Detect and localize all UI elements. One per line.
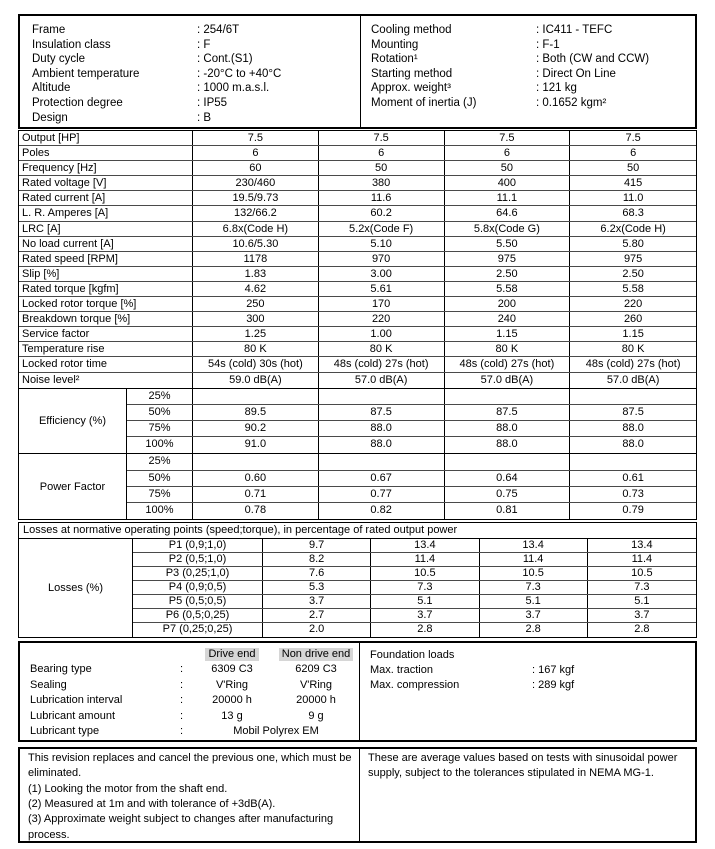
tolerance-note: These are average values based on tests with sinusoidal power supply, subject to the tolerances stipulated in NEMA MG-1. [368, 752, 678, 780]
ratings-row-label: Frequency [Hz] [19, 161, 193, 175]
power-factor-row [127, 487, 696, 503]
power-factor-value-cell: 0.61 [622, 471, 644, 484]
ratings-row [19, 206, 696, 221]
info-label: Frame [32, 24, 66, 36]
ratings-row-label: No load current [A] [19, 237, 193, 251]
ratings-value-cell: 6 [319, 146, 445, 160]
ratings-value-cell: 57.0 dB(A) [319, 373, 445, 388]
info-label: Starting method [371, 67, 453, 80]
ratings-row [19, 191, 696, 206]
info-label: Moment of inertia (J) [371, 96, 477, 109]
non-drive-end-header-cell [272, 647, 360, 662]
spacer [180, 647, 192, 662]
colon-separator: : [180, 709, 184, 722]
ratings-value-cell: 200 [445, 297, 571, 311]
ratings-value-cell: 380 [319, 176, 445, 190]
losses-value-cell: 7.6 [263, 567, 371, 580]
losses-value-cell: 2.8 [634, 623, 650, 636]
ratings-value-cell: 54s (cold) 30s (hot) [193, 357, 319, 371]
efficiency-row [127, 437, 696, 453]
ratings-value-cell: 170 [319, 297, 445, 311]
ratings-row [19, 222, 696, 237]
power-factor-row [127, 471, 696, 487]
losses-row [133, 581, 696, 595]
bearing-drive-end-value: V'Ring [215, 678, 249, 691]
info-label: Duty cycle [32, 53, 86, 66]
ratings-value-cell: 1.15 [622, 328, 644, 341]
losses-row [133, 553, 696, 567]
info-value: : 254/6T [197, 24, 240, 36]
ratings-value-cell: 50 [445, 161, 571, 175]
ratings-value-cell: 5.58 [622, 282, 644, 295]
efficiency-value-cell [445, 389, 571, 404]
ratings-value-cell: 11.0 [622, 192, 644, 205]
info-label: Cooling method [371, 24, 452, 36]
colon-separator: : [180, 663, 184, 676]
bearing-row-label: Sealing [30, 678, 67, 691]
bearing-row-label: Lubrication interval [30, 694, 123, 707]
info-label: Ambient temperature [32, 67, 140, 80]
info-row [32, 38, 360, 53]
ratings-value-cell: 4.62 [193, 282, 319, 296]
losses-value-cell: 13.4 [371, 539, 479, 552]
info-label: Approx. weight³ [371, 82, 451, 95]
losses-row [133, 595, 696, 609]
ratings-value-cell: 48s (cold) 27s (hot) [319, 357, 445, 371]
bearings-foundation-box [18, 641, 697, 742]
losses-value-cell: 3.7 [634, 609, 650, 622]
bearing-drive-end-value: 6309 C3 [211, 663, 253, 676]
ratings-value-cell: 80 K [445, 342, 571, 356]
ratings-value-cell: 80 K [621, 343, 645, 356]
info-label: Altitude [32, 82, 71, 95]
foundation-row-value: : 289 kgf [532, 679, 575, 692]
efficiency-row [127, 405, 696, 421]
info-label: Rotation¹ [371, 53, 418, 66]
ratings-row-label: Poles [19, 146, 193, 160]
bearing-non-drive-end-value: 20000 h [296, 694, 336, 707]
info-value: : F [197, 38, 211, 51]
losses-header: Losses at normative operating points (speed;torque), in percentage of rated output power [19, 523, 696, 539]
power-factor-group-label: Power Factor [19, 454, 127, 519]
notes-box [18, 747, 697, 843]
power-factor-value-cell: 0.71 [193, 487, 319, 502]
ratings-value-cell: 3.00 [319, 267, 445, 281]
info-row [32, 81, 360, 96]
ratings-value-cell: 6.2x(Code H) [600, 222, 666, 235]
losses-value-cell: 7.3 [371, 581, 479, 594]
info-value: : Direct On Line [536, 67, 616, 80]
ratings-row-label: L. R. Amperes [A] [19, 206, 193, 220]
ratings-row [19, 312, 696, 327]
ratings-value-cell: 6 [630, 147, 637, 160]
efficiency-value-cell: 87.5 [445, 405, 571, 420]
bearing-non-drive-end-value: 9 g [308, 709, 324, 722]
losses-value-cell: 7.3 [634, 581, 650, 594]
power-factor-rows [127, 454, 696, 519]
info-row [371, 81, 695, 96]
ratings-row-label: Locked rotor time [19, 357, 193, 371]
power-factor-row [127, 454, 696, 470]
drive-end-header-cell [192, 647, 272, 662]
foundation-row-label: Max. traction [370, 664, 433, 677]
losses-value-cell: 10.5 [371, 567, 479, 580]
losses-value-cell: 2.0 [263, 623, 371, 637]
info-row [32, 96, 360, 111]
ratings-table [18, 130, 697, 389]
load-level-label: 75% [127, 421, 193, 436]
ratings-value-cell: 220 [319, 312, 445, 326]
ratings-value-cell: 7.5 [193, 131, 319, 145]
losses-row [133, 539, 696, 553]
ratings-value-cell: 5.80 [622, 237, 644, 250]
losses-value-cell: 5.1 [480, 595, 588, 608]
ratings-row [19, 161, 696, 176]
load-level-label: 25% [127, 389, 193, 404]
losses-value-cell: 7.3 [480, 581, 588, 594]
losses-value-cell: 11.4 [480, 553, 588, 566]
bearing-row-label: Bearing type [30, 663, 92, 676]
efficiency-row [127, 389, 696, 405]
ratings-value-cell: 132/66.2 [193, 206, 319, 220]
general-info-box [18, 14, 697, 129]
ratings-value-cell: 970 [319, 252, 445, 266]
bearing-drive-end-value: 20000 h [212, 694, 252, 707]
losses-value-cell: 9.7 [263, 539, 371, 552]
ratings-row-label: LRC [A] [19, 222, 193, 236]
info-value: : 0.1652 kgm² [536, 96, 607, 109]
efficiency-value-cell: 87.5 [622, 405, 644, 418]
efficiency-value-cell: 88.0 [622, 421, 644, 434]
ratings-value-cell: 11.1 [445, 191, 571, 205]
ratings-value-cell: 230/460 [193, 176, 319, 190]
info-row [32, 67, 360, 82]
ratings-value-cell: 5.10 [319, 237, 445, 251]
efficiency-group [19, 389, 696, 455]
info-row [371, 52, 695, 67]
performance-table [18, 389, 697, 521]
losses-point-label: P3 (0,25;1,0) [133, 567, 263, 580]
ratings-value-cell: 260 [623, 313, 643, 326]
efficiency-value-cell [193, 389, 319, 404]
colon-separator: : [180, 678, 184, 691]
ratings-value-cell: 5.50 [445, 237, 571, 251]
efficiency-value-cell [319, 389, 445, 404]
losses-row [133, 567, 696, 581]
efficiency-value-cell: 91.0 [193, 437, 319, 453]
info-value: : Both (CW and CCW) [536, 53, 650, 66]
info-label: Mounting [371, 38, 419, 51]
power-factor-value-cell [319, 454, 445, 469]
revision-notes [20, 749, 360, 841]
foundation-loads-title: Foundation loads [370, 649, 455, 662]
efficiency-value-cell: 88.0 [622, 438, 644, 451]
ratings-value-cell: 19.5/9.73 [193, 191, 319, 205]
load-level-label: 50% [127, 471, 193, 486]
info-row [32, 52, 360, 67]
ratings-value-cell: 57.0 dB(A) [606, 373, 660, 386]
losses-value-cell: 2.7 [263, 609, 371, 622]
ratings-row [19, 342, 696, 357]
ratings-row [19, 146, 696, 161]
ratings-value-cell: 7.5 [625, 132, 641, 144]
losses-point-label: P5 (0,5;0,5) [133, 595, 263, 608]
drive-end-header: Drive end [205, 648, 258, 661]
load-level-label: 100% [127, 437, 193, 453]
info-value: : 1000 m.a.s.l. [197, 82, 270, 95]
ratings-value-cell: 2.50 [622, 267, 644, 280]
ratings-value-cell: 6 [193, 146, 319, 160]
losses-value-cell: 2.8 [371, 623, 479, 637]
losses-value-cell: 5.1 [634, 595, 650, 608]
ratings-value-cell: 50 [319, 161, 445, 175]
info-row [371, 38, 695, 53]
info-value: : IP55 [197, 96, 228, 109]
info-value: : 121 kg [536, 82, 577, 95]
ratings-row [19, 297, 696, 312]
power-factor-value-cell: 0.78 [193, 503, 319, 519]
efficiency-row [127, 421, 696, 437]
losses-value-cell: 10.5 [480, 567, 588, 580]
note-line: This revision replaces and cancel the previous one, which must be eliminated. [28, 752, 352, 780]
ratings-value-cell: 60.2 [319, 206, 445, 220]
bearing-row [30, 709, 359, 724]
ratings-value-cell: 50 [627, 162, 640, 175]
ratings-value-cell: 57.0 dB(A) [445, 373, 571, 388]
bearing-rows [30, 662, 359, 724]
bearing-drive-end-value: 13 g [221, 709, 243, 722]
general-info-right [360, 16, 695, 127]
ratings-value-cell: 300 [193, 312, 319, 326]
losses-point-label: P7 (0,25;0,25) [133, 623, 263, 637]
efficiency-value-cell: 88.0 [319, 421, 445, 436]
power-factor-value-cell [193, 454, 319, 469]
ratings-value-cell: 68.3 [622, 207, 644, 220]
power-factor-value-cell [445, 454, 571, 469]
spacer [30, 647, 180, 662]
foundation-row-label: Max. compression [370, 679, 460, 692]
ratings-value-cell: 1.25 [193, 327, 319, 341]
power-factor-value-cell [570, 454, 696, 469]
ratings-value-cell: 60 [193, 161, 319, 175]
ratings-value-cell: 2.50 [445, 267, 571, 281]
efficiency-value-cell: 88.0 [445, 421, 571, 436]
info-row [32, 111, 360, 126]
foundation-row [370, 663, 695, 678]
info-value: : B [197, 111, 212, 124]
power-factor-value-cell: 0.82 [319, 503, 445, 519]
bearing-row-label: Lubricant type [30, 725, 100, 738]
ratings-row [19, 252, 696, 267]
ratings-row-label: Service factor [19, 327, 193, 341]
info-label: Protection degree [32, 96, 123, 109]
load-level-label: 50% [127, 405, 193, 420]
ratings-value-cell: 1.83 [193, 267, 319, 281]
foundation-rows [370, 663, 695, 694]
power-factor-value-cell: 0.79 [622, 503, 644, 516]
colon-separator: : [180, 694, 184, 707]
losses-value-cell: 11.4 [631, 553, 653, 566]
general-info-left [20, 16, 360, 127]
bearing-row-label: Lubricant amount [30, 709, 115, 722]
bearings-section [20, 643, 360, 740]
bearing-row [30, 678, 359, 693]
load-level-label: 100% [127, 503, 193, 519]
ratings-value-cell: 1.15 [445, 327, 571, 341]
ratings-row [19, 237, 696, 252]
ratings-row-label: Rated voltage [V] [19, 176, 193, 190]
losses-point-label: P2 (0,5;1,0) [133, 553, 263, 566]
info-value: : -20°C to +40°C [197, 67, 282, 80]
losses-body [19, 539, 696, 637]
power-factor-value-cell: 0.81 [445, 503, 571, 519]
ratings-row [19, 282, 696, 297]
note-line: (1) Looking the motor from the shaft end. [28, 782, 228, 795]
info-row [371, 67, 695, 82]
bearing-row [30, 693, 359, 708]
ratings-value-cell: 6 [445, 146, 571, 160]
losses-value-cell: 10.5 [631, 567, 653, 580]
ratings-row-label: Noise level² [19, 373, 193, 388]
ratings-value-cell: 6.8x(Code H) [193, 222, 319, 236]
ratings-value-cell: 1178 [193, 252, 319, 266]
efficiency-value-cell: 88.0 [445, 437, 571, 453]
ratings-value-cell: 415 [623, 177, 643, 190]
ratings-row-label: Rated torque [kgfm] [19, 282, 193, 296]
ratings-row-label: Slip [%] [19, 267, 193, 281]
ratings-value-cell: 1.00 [319, 327, 445, 341]
foundation-row-value: : 167 kgf [532, 664, 575, 677]
ratings-value-cell: 400 [445, 176, 571, 190]
ratings-value-cell: 48s (cold) 27s (hot) [445, 357, 571, 371]
losses-value-cell: 13.4 [480, 539, 588, 552]
bearing-row [30, 662, 359, 677]
bearing-non-drive-end-value: V'Ring [299, 678, 333, 691]
losses-point-label: P4 (0,9;0,5) [133, 581, 263, 594]
power-factor-value-cell: 0.75 [445, 487, 571, 502]
ratings-value-cell: 975 [623, 252, 643, 265]
bearing-column-headers [30, 647, 359, 662]
losses-group-label: Losses (%) [19, 539, 133, 637]
losses-rows [133, 539, 696, 637]
ratings-value-cell: 48s (cold) 27s (hot) [585, 358, 681, 371]
losses-point-label: P6 (0,5;0,25) [133, 609, 263, 622]
losses-value-cell: 3.7 [371, 609, 479, 622]
ratings-row [19, 267, 696, 282]
ratings-value-cell: 975 [445, 252, 571, 266]
ratings-value-cell: 7.5 [445, 131, 571, 145]
lubricant-type-value: Mobil Polyrex EM [233, 725, 319, 738]
power-factor-row [127, 503, 696, 519]
info-value: : F-1 [536, 38, 560, 51]
efficiency-value-cell: 87.5 [319, 405, 445, 420]
efficiency-rows [127, 389, 696, 454]
colon-separator: : [180, 725, 184, 738]
ratings-row [19, 327, 696, 342]
ratings-row [19, 131, 696, 146]
load-level-label: 25% [127, 454, 193, 469]
load-level-label: 75% [127, 487, 193, 502]
ratings-value-cell: 10.6/5.30 [193, 237, 319, 251]
lubricant-type-row [30, 724, 359, 739]
efficiency-group-label: Efficiency (%) [19, 389, 127, 454]
bearing-non-drive-end-value: 6209 C3 [295, 663, 337, 676]
power-factor-value-cell: 0.67 [319, 471, 445, 486]
ratings-value-cell: 250 [193, 297, 319, 311]
losses-value-cell: 11.4 [371, 553, 479, 566]
note-line: (2) Measured at 1m and with tolerance of +3dB(A). [28, 797, 276, 810]
ratings-row [19, 176, 696, 191]
power-factor-value-cell: 0.60 [193, 471, 319, 486]
info-row [32, 23, 360, 38]
info-value: : Cont.(S1) [197, 53, 253, 66]
ratings-value-cell: 64.6 [445, 206, 571, 220]
power-factor-group [19, 454, 696, 519]
ratings-value-cell: 5.8x(Code G) [445, 222, 571, 236]
power-factor-value-cell: 0.64 [445, 471, 571, 486]
ratings-value-cell: 7.5 [319, 131, 445, 145]
ratings-row-label: Breakdown torque [%] [19, 312, 193, 326]
ratings-value-cell: 11.6 [319, 191, 445, 205]
losses-value-cell: 2.8 [480, 623, 588, 637]
losses-value-cell: 5.3 [263, 581, 371, 594]
info-label: Design [32, 111, 68, 124]
ratings-row-label: Rated speed [RPM] [19, 252, 193, 266]
losses-value-cell: 3.7 [263, 595, 371, 608]
power-factor-value-cell: 0.77 [319, 487, 445, 502]
losses-value-cell: 8.2 [263, 553, 371, 566]
info-value: : IC411 - TEFC [536, 24, 613, 36]
ratings-value-cell: 80 K [319, 342, 445, 356]
ratings-value-cell: 59.0 dB(A) [193, 373, 319, 388]
losses-row [133, 609, 696, 623]
ratings-row [19, 373, 696, 388]
ratings-row-label: Locked rotor torque [%] [19, 297, 193, 311]
info-row [371, 23, 695, 38]
losses-value-cell: 13.4 [631, 539, 653, 552]
note-line: (3) Approximate weight subject to changes after manufacturing process. [28, 813, 334, 841]
ratings-value-cell: 80 K [193, 342, 319, 356]
foundation-loads-section [360, 643, 695, 740]
ratings-row-label: Rated current [A] [19, 191, 193, 205]
non-drive-end-header: Non drive end [279, 648, 354, 661]
info-label: Insulation class [32, 38, 111, 51]
ratings-value-cell: 240 [445, 312, 571, 326]
ratings-value-cell: 220 [623, 298, 643, 311]
power-factor-value-cell: 0.73 [622, 487, 644, 500]
ratings-row-label: Output [HP] [19, 131, 193, 145]
ratings-value-cell: 5.2x(Code F) [319, 222, 445, 236]
losses-point-label: P1 (0,9;1,0) [133, 539, 263, 552]
ratings-value-cell: 5.58 [445, 282, 571, 296]
efficiency-value-cell [570, 389, 696, 404]
ratings-row-label: Temperature rise [19, 342, 193, 356]
foundation-row [370, 678, 695, 693]
losses-value-cell: 3.7 [480, 609, 588, 622]
ratings-row [19, 357, 696, 372]
losses-table [18, 522, 697, 638]
info-row [371, 96, 695, 111]
efficiency-value-cell: 90.2 [193, 421, 319, 436]
ratings-value-cell: 5.61 [319, 282, 445, 296]
efficiency-value-cell: 89.5 [193, 405, 319, 420]
losses-row [133, 623, 696, 637]
efficiency-value-cell: 88.0 [319, 437, 445, 453]
losses-value-cell: 5.1 [371, 595, 479, 608]
